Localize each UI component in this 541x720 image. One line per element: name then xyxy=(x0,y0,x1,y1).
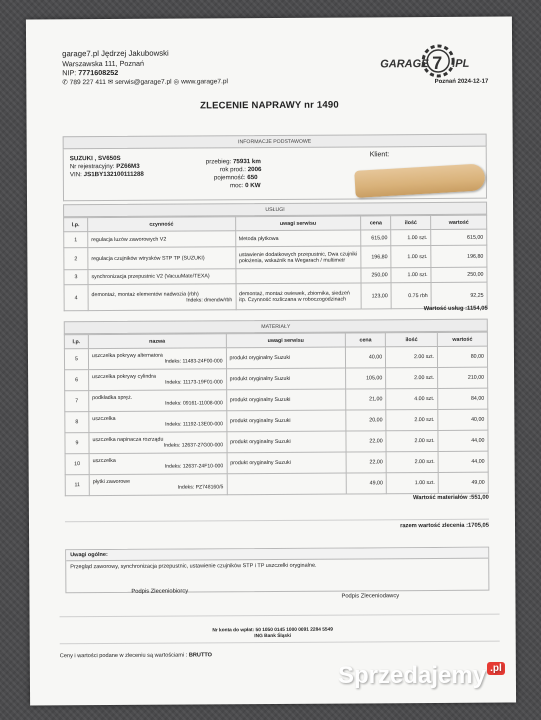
item-name: uszczelka pokrywy alternatora xyxy=(91,352,163,360)
cell-lp: 5 xyxy=(64,349,88,370)
item-name: demontaż, montaż elementów nadwozia (rbh) xyxy=(91,290,199,298)
table-row xyxy=(64,245,487,270)
nip-value: 7771608252 xyxy=(78,67,119,78)
cell-qty: 1.00 szt. xyxy=(391,230,431,246)
cell-qty: 2.00 szt. xyxy=(386,409,438,430)
cell-qty: 1.00 szt. xyxy=(391,246,431,268)
cell-qty: 1.00 szt. xyxy=(386,472,438,493)
capacity-label: pojemność: xyxy=(213,174,246,182)
cell-qty: 2.00 szt. xyxy=(386,367,438,388)
company-address: Warszawska 111, Poznań xyxy=(62,58,144,69)
cell-name xyxy=(89,474,227,496)
logo-digit: 7 xyxy=(432,52,443,74)
materials-total xyxy=(413,495,489,501)
email: serwis@garage7.pl xyxy=(115,78,172,86)
city-date: Poznań 2024-12-17 xyxy=(434,78,489,85)
nip-label: NIP: xyxy=(62,68,77,78)
materials-total-value: 551,00 xyxy=(471,494,489,501)
cell-value: 210,00 xyxy=(438,367,488,388)
cell-name xyxy=(89,369,227,391)
cell-value: 615,00 xyxy=(431,229,487,245)
cell-lp: 11 xyxy=(65,475,89,496)
cell-note: produkt oryginalny Suzuki xyxy=(226,431,346,453)
mileage-label: przebieg: xyxy=(205,158,232,166)
col-price: cena xyxy=(361,216,391,230)
cell-value: 49,00 xyxy=(438,472,488,493)
cell-lp: 8 xyxy=(65,412,89,433)
item-name: płytki zaworowe xyxy=(92,478,131,486)
cell-name xyxy=(89,411,227,433)
website: www.garage7.pl xyxy=(181,78,229,86)
col-lp: l.p. xyxy=(64,218,88,232)
grand-total xyxy=(400,523,489,530)
envelope-icon: ✉ xyxy=(107,78,114,86)
cell-name: synchronizacja przepustnic V2 (VacuuMate/TEXA) xyxy=(88,269,236,285)
capacity xyxy=(214,174,258,182)
cell-value: 84,00 xyxy=(438,388,488,409)
watermark-text: Sprzedajemy xyxy=(338,662,487,689)
item-index: Indeks: dmendw/rbh xyxy=(186,296,233,304)
divider xyxy=(65,519,489,523)
cell-value: 92,25 xyxy=(431,282,487,308)
table-row xyxy=(65,409,488,433)
year-value: 2006 xyxy=(247,166,262,174)
col-notes: uwagi serwisu xyxy=(226,333,346,348)
cell-qty: 1.00 szt. xyxy=(391,268,431,283)
item-name: uszczelka xyxy=(92,457,116,465)
cell-name xyxy=(88,348,226,370)
bank-account: Nr konta do wpłat: 50 1050 0145 1000 0091 2284 5549 xyxy=(212,627,333,634)
cell-note: produkt oryginalny Suzuki xyxy=(226,368,346,390)
vin xyxy=(70,171,144,179)
production-year xyxy=(220,166,262,174)
cell-lp: 1 xyxy=(64,232,88,248)
notes-header: Uwagi ogólne: xyxy=(66,548,488,562)
info-header: INFORMACJE PODSTAWOWE xyxy=(63,134,487,150)
bank-name: ING Bank Śląski xyxy=(254,633,292,640)
item-index: Indeks: 09161-11008-000 xyxy=(165,400,223,407)
materials-total-label: Wartość materiałów : xyxy=(412,494,472,502)
cell-price: 49,00 xyxy=(346,473,386,494)
item-index: Indeks: 11483-24F00-000 xyxy=(164,358,223,365)
cell-lp: 3 xyxy=(64,270,88,285)
cell-price: 40,00 xyxy=(346,347,386,368)
cell-note xyxy=(235,268,361,284)
col-notes: uwagi serwisu xyxy=(235,216,361,231)
cell-value: 80,00 xyxy=(437,346,487,367)
power-label: moc: xyxy=(229,182,244,190)
cell-name: regulacja czujników wtrysków STP TP (SUZUKI) xyxy=(88,247,236,270)
col-value: wartość xyxy=(437,332,487,346)
vehicle-model: SUZUKI , SV650S xyxy=(69,154,121,163)
grand-total-value: 1705,05 xyxy=(468,522,490,529)
cell-note: ustawienie dodatkowych przepustnic, Dwa czujniki położenia, wskaźnik na Wegarach / multimetr xyxy=(235,246,361,269)
document-title: ZLECENIE NAPRAWY nr 1490 xyxy=(200,99,339,112)
item-name: podkładka spręż. xyxy=(92,394,133,402)
services-header: USŁUGI xyxy=(63,202,487,218)
item-name: uszczelka xyxy=(92,415,116,423)
logo-text-right: .PL xyxy=(452,57,470,70)
capacity-value: 650 xyxy=(247,174,258,182)
repair-order-document xyxy=(26,17,516,706)
item-name: uszczelka napinacza rozrządu xyxy=(92,436,164,444)
vin-label: VIN: xyxy=(69,171,82,179)
company-nip xyxy=(62,68,118,77)
table-row xyxy=(65,430,488,454)
table-row xyxy=(65,367,488,391)
services-total-label: Wartość usług : xyxy=(423,305,468,313)
mileage-value: 75931 km xyxy=(232,158,261,166)
signature-client: Podpis Zleceniodawcy xyxy=(341,593,400,600)
item-index: Indeks: 11192-13E00-000 xyxy=(165,421,223,428)
cell-note xyxy=(227,473,347,495)
cell-note: produkt oryginalny Suzuki xyxy=(227,452,347,474)
globe-icon: ◎ xyxy=(173,78,180,86)
cell-qty: 0.75 rbh xyxy=(391,283,431,309)
cell-name xyxy=(89,432,227,454)
mileage xyxy=(206,158,261,166)
materials-header: MATERIAŁY xyxy=(64,319,488,335)
cell-qty: 2.00 szt. xyxy=(386,430,438,451)
signature-contractor: Podpis Zleceniobiorcy xyxy=(131,588,189,595)
item-index: Indeks: PZ748160/5 xyxy=(177,484,224,491)
registration xyxy=(70,163,140,171)
cell-price: 20,00 xyxy=(346,410,386,431)
cell-price: 22,00 xyxy=(346,452,386,473)
cell-price: 105,00 xyxy=(346,368,386,389)
phone-icon: ✆ xyxy=(62,79,68,87)
cell-note: produkt oryginalny Suzuki xyxy=(226,389,346,411)
cell-price: 615,00 xyxy=(361,230,391,246)
cell-value: 40,00 xyxy=(438,409,488,430)
prices-note-label: Ceny i wartości podane w zleceniu są wartościami : xyxy=(59,652,188,660)
company-name: garage7.pl Jędrzej Jakubowski xyxy=(62,48,169,59)
cell-value: 44,00 xyxy=(438,451,488,472)
cell-price: 22,00 xyxy=(346,431,386,452)
cell-lp: 7 xyxy=(65,391,89,412)
vin-value: JS1BY132100111288 xyxy=(83,170,144,179)
cell-lp: 4 xyxy=(64,285,88,311)
power-value: 0 KW xyxy=(245,182,261,190)
prices-type: BRUTTO xyxy=(188,652,213,659)
client-label: Klient: xyxy=(369,151,390,159)
cell-name xyxy=(88,284,236,311)
cell-name xyxy=(89,390,227,412)
item-index: Indeks: 11173-19F01-000 xyxy=(165,379,223,386)
table-row xyxy=(64,346,487,370)
cell-price: 196,80 xyxy=(361,246,391,268)
cell-price: 250,00 xyxy=(361,268,391,283)
col-qty: ilość xyxy=(386,332,438,346)
cell-note: produkt oryginalny Suzuki xyxy=(226,410,346,432)
services-table xyxy=(63,215,488,312)
cell-value: 44,00 xyxy=(438,430,488,451)
cell-note: demontaż, montaż owiewek, zbiornika, siedzeń itp. Czynność rozliczana w roboczogodzinach xyxy=(236,283,362,310)
cell-value: 250,00 xyxy=(431,267,487,282)
services-total xyxy=(424,306,488,312)
cell-note: produkt oryginalny Suzuki xyxy=(226,347,346,369)
item-index: Indeks: 12637-27G00-000 xyxy=(163,442,224,449)
col-lp: l.p. xyxy=(64,335,88,349)
col-qty: ilość xyxy=(391,216,431,230)
reg-label: Nr rejestracyjny: xyxy=(69,162,115,171)
phone: 789 227 411 xyxy=(69,79,106,87)
col-value: wartość xyxy=(431,215,487,229)
cell-price: 123,00 xyxy=(361,283,391,309)
cell-name xyxy=(89,453,227,475)
power xyxy=(230,182,261,190)
cell-qty: 2.00 szt. xyxy=(386,346,438,367)
materials-table xyxy=(64,332,489,497)
col-task: czynność xyxy=(88,217,236,232)
col-name: nazwa xyxy=(88,334,226,349)
cell-note: Metoda płytkowa xyxy=(235,230,361,247)
cell-lp: 9 xyxy=(65,433,89,454)
cell-price: 21,00 xyxy=(346,389,386,410)
company-contact xyxy=(62,77,228,87)
logo-text-left: GARAGE xyxy=(380,58,429,71)
table-row xyxy=(65,388,488,412)
prices-note xyxy=(60,652,212,659)
item-name: uszczelka pokrywy cylindra xyxy=(92,373,156,381)
signature-divider xyxy=(60,614,500,618)
reg-value: PZ66M3 xyxy=(116,162,140,170)
cell-lp: 6 xyxy=(65,370,89,391)
services-total-value: 1154,05 xyxy=(467,305,488,312)
cell-value: 196,80 xyxy=(431,245,487,267)
footer-divider xyxy=(60,641,500,645)
cell-qty: 4.00 szt. xyxy=(386,388,438,409)
cell-qty: 2.00 szt. xyxy=(386,451,438,472)
table-row xyxy=(65,472,488,496)
cell-lp: 10 xyxy=(65,454,89,475)
col-price: cena xyxy=(346,333,386,347)
year-label: rok prod.: xyxy=(219,166,246,174)
notes-text: Przegląd zaworowy, synchronizacja przepustnic, ustawienie czujników STP i TP uszczelki oryginalne. xyxy=(70,562,317,571)
general-notes xyxy=(65,547,489,594)
table-row xyxy=(65,451,488,475)
watermark-suffix: .pl xyxy=(487,662,505,675)
cell-lp: 2 xyxy=(64,248,88,270)
grand-total-label: razem wartość zlecenia : xyxy=(400,522,469,530)
sprzedajemy-watermark xyxy=(338,662,505,690)
cell-name: regulacja luzów zaworowych V2 xyxy=(88,231,236,248)
item-index: Indeks: 12637-24F10-000 xyxy=(164,463,224,470)
